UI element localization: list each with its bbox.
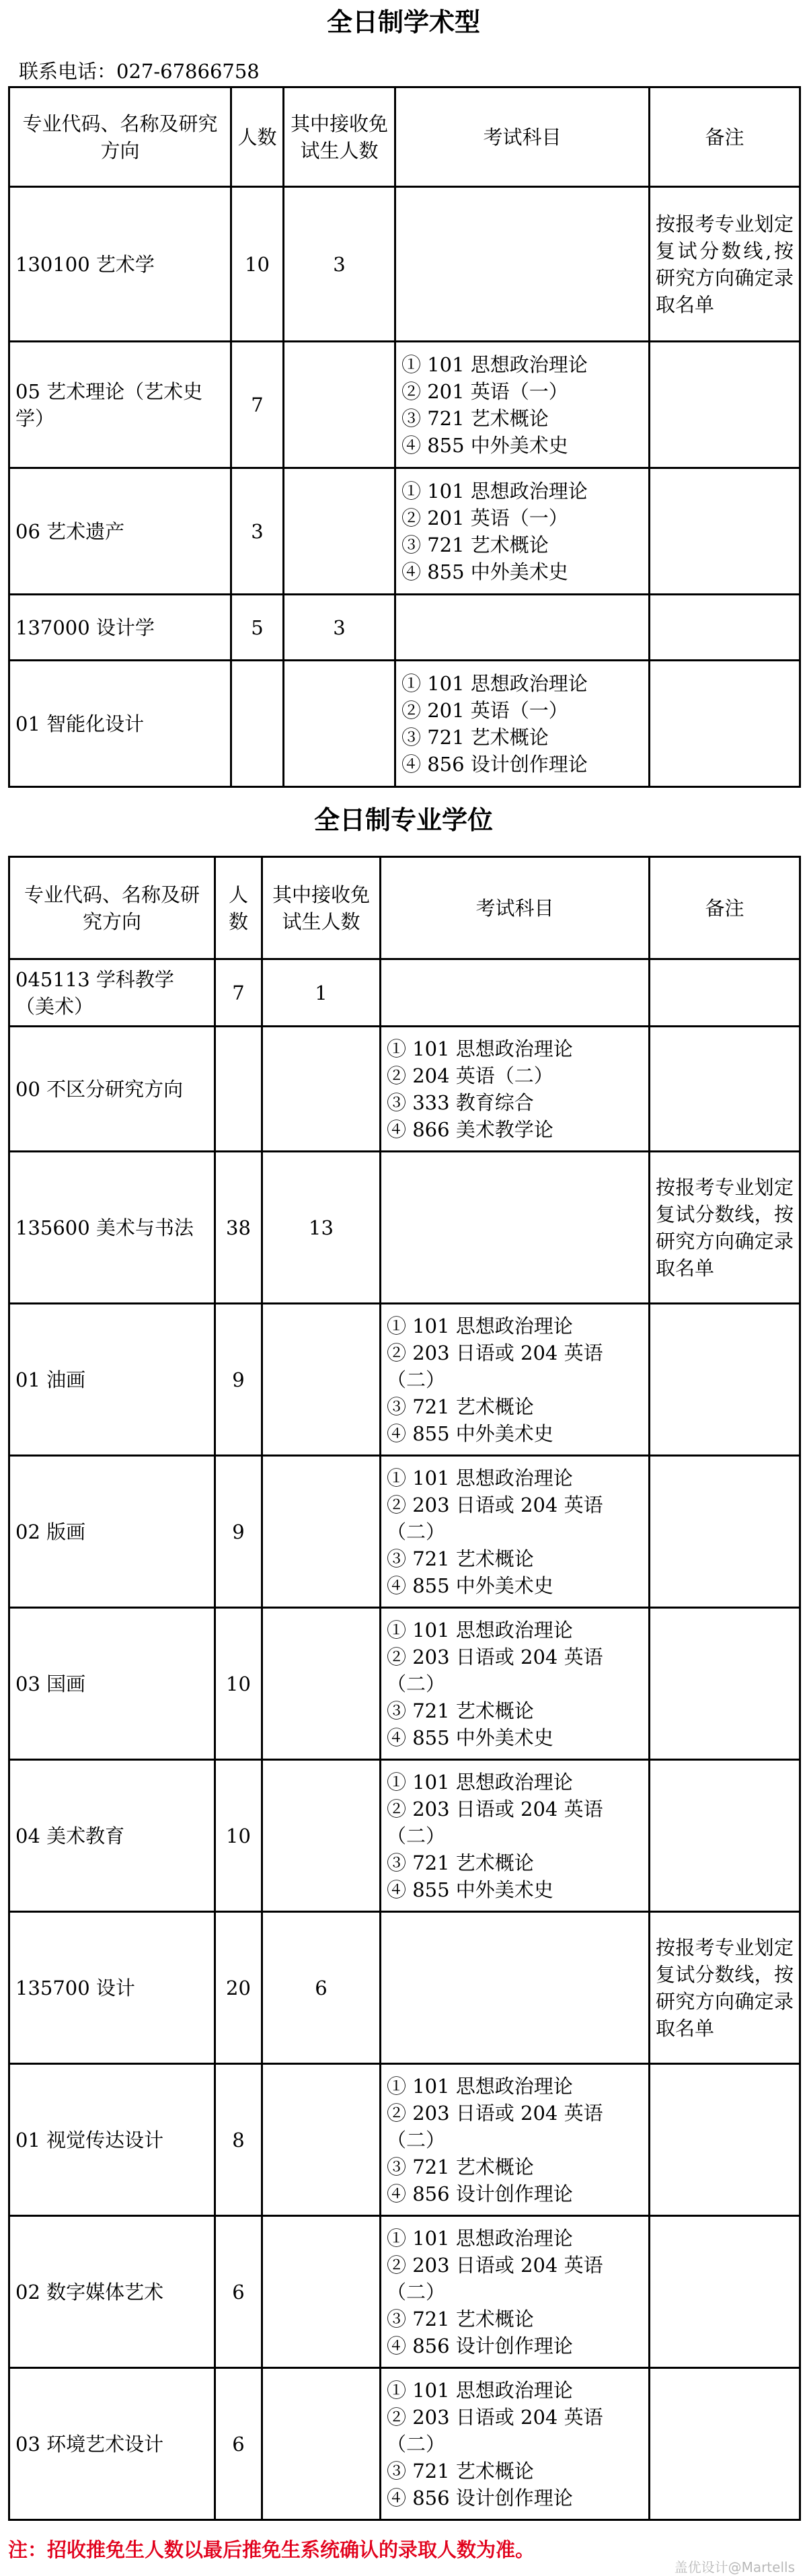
table-row xyxy=(9,342,800,468)
cell-exempt-count xyxy=(284,661,395,787)
cell-major-name: 137000 设计学 xyxy=(9,595,231,661)
cell-count: 10 xyxy=(215,1608,262,1760)
cell-exempt-count xyxy=(262,2216,381,2368)
table-academic xyxy=(8,86,801,788)
exam-subject-item: ② 203 日语或 204 英语（二） xyxy=(387,2101,603,2151)
cell-major-name: 03 国画 xyxy=(9,1608,215,1760)
exam-subject-item: ① 101 思想政治理论 xyxy=(387,1314,573,1337)
exam-subject-item: ③ 721 艺术概论 xyxy=(387,2307,534,2330)
table-row xyxy=(9,959,800,1027)
cell-count: 38 xyxy=(215,1152,262,1304)
cell-exempt-count xyxy=(262,2368,381,2520)
table-row xyxy=(9,595,800,661)
cell-major-name: 01 智能化设计 xyxy=(9,661,231,787)
exam-subject-item: ④ 855 中外美术史 xyxy=(387,1574,553,1597)
footnote: 注：招收推免生人数以最后推免生系统确认的录取人数为准。 xyxy=(8,2538,535,2561)
exam-subject-item: ① 101 思想政治理论 xyxy=(387,1618,573,1642)
cell-remark xyxy=(650,468,800,595)
exam-subject-item: ② 203 日语或 204 英语（二） xyxy=(387,1645,603,1695)
cell-count: 7 xyxy=(215,959,262,1027)
cell-exempt-count xyxy=(262,1608,381,1760)
cell-major-name: 02 数字媒体艺术 xyxy=(9,2216,215,2368)
table-row xyxy=(9,1608,800,1760)
cell-major-name: 135700 设计 xyxy=(9,1912,215,2064)
header-exempt: 其中接收免试生人数 xyxy=(284,87,395,187)
cell-count: 5 xyxy=(231,595,284,661)
cell-exam-subjects xyxy=(395,661,650,787)
cell-major-name: 045113 学科教学（美术） xyxy=(9,959,215,1027)
cell-exam-subjects xyxy=(381,1456,650,1608)
cell-major-name: 01 油画 xyxy=(9,1304,215,1456)
exam-subject-item: ② 201 英语（一） xyxy=(401,698,568,722)
cell-remark xyxy=(650,2216,800,2368)
exam-subject-item: ① 101 思想政治理论 xyxy=(387,2074,573,2098)
header-count: 人数 xyxy=(231,87,284,187)
cell-remark xyxy=(650,959,800,1027)
cell-major-name: 01 视觉传达设计 xyxy=(9,2064,215,2216)
exam-subject-item: ④ 866 美术教学论 xyxy=(387,1117,553,1141)
exam-subject-item: ③ 721 艺术概论 xyxy=(401,406,549,430)
table-row xyxy=(9,1152,800,1304)
cell-remark xyxy=(650,595,800,661)
cell-exam-subjects xyxy=(381,1608,650,1760)
header-major: 专业代码、名称及研究方向 xyxy=(9,857,215,959)
cell-count: 9 xyxy=(215,1456,262,1608)
table-row xyxy=(9,2216,800,2368)
cell-remark xyxy=(650,1760,800,1912)
exam-subject-item: ④ 856 设计创作理论 xyxy=(387,2486,573,2509)
cell-major-name: 135600 美术与书法 xyxy=(9,1152,215,1304)
cell-remark xyxy=(650,1304,800,1456)
cell-major-name: 05 艺术理论（艺术史学） xyxy=(9,342,231,468)
cell-exam-subjects xyxy=(381,1027,650,1152)
cell-major-name: 02 版画 xyxy=(9,1456,215,1608)
exam-subject-item: ① 101 思想政治理论 xyxy=(387,1466,573,1489)
exam-subject-item: ④ 856 设计创作理论 xyxy=(387,2334,573,2357)
cell-major-name: 00 不区分研究方向 xyxy=(9,1027,215,1152)
exam-subject-item: ① 101 思想政治理论 xyxy=(387,1770,573,1794)
cell-count: 10 xyxy=(215,1760,262,1912)
cell-exam-subjects xyxy=(395,342,650,468)
exam-subject-item: ④ 855 中外美术史 xyxy=(387,1878,553,1901)
table-row xyxy=(9,1027,800,1152)
exam-subject-item: ④ 855 中外美术史 xyxy=(387,1726,553,1749)
table-row xyxy=(9,1304,800,1456)
header-subjects: 考试科目 xyxy=(395,87,650,187)
exam-subject-item: ② 203 日语或 204 英语（二） xyxy=(387,2405,603,2456)
header-subjects: 考试科目 xyxy=(381,857,650,959)
cell-exempt-count: 1 xyxy=(262,959,381,1027)
exam-subject-item: ④ 855 中外美术史 xyxy=(387,1422,553,1445)
cell-count: 6 xyxy=(215,2368,262,2520)
cell-exam-subjects xyxy=(381,959,650,1027)
table-header-row xyxy=(9,857,800,959)
cell-count: 20 xyxy=(215,1912,262,2064)
cell-exam-subjects xyxy=(395,595,650,661)
cell-remark xyxy=(650,2368,800,2520)
header-count: 人数 xyxy=(215,857,262,959)
cell-exam-subjects xyxy=(381,2368,650,2520)
table-row xyxy=(9,1760,800,1912)
cell-major-name: 130100 艺术学 xyxy=(9,187,231,342)
cell-exam-subjects xyxy=(381,1304,650,1456)
header-exempt: 其中接收免试生人数 xyxy=(262,857,381,959)
cell-exempt-count xyxy=(284,468,395,595)
cell-count xyxy=(215,1027,262,1152)
exam-subject-item: ① 101 思想政治理论 xyxy=(401,353,588,376)
cell-count: 8 xyxy=(215,2064,262,2216)
exam-subject-item: ③ 721 艺术概论 xyxy=(387,1851,534,1874)
cell-exam-subjects xyxy=(381,2064,650,2216)
exam-subject-item: ③ 721 艺术概论 xyxy=(387,1699,534,1722)
cell-remark: 按报考专业划定复试分数线,按研究方向确定录取名单 xyxy=(650,187,800,342)
cell-exempt-count xyxy=(262,1760,381,1912)
cell-count: 10 xyxy=(231,187,284,342)
exam-subject-item: ② 203 日语或 204 英语（二） xyxy=(387,1341,603,1391)
table-row xyxy=(9,1456,800,1608)
exam-subject-item: ④ 856 设计创作理论 xyxy=(387,2182,573,2205)
exam-subject-item: ② 201 英语（一） xyxy=(401,379,568,403)
cell-exempt-count xyxy=(284,342,395,468)
exam-subject-item: ③ 721 艺术概论 xyxy=(401,725,549,749)
exam-subject-item: ② 203 日语或 204 英语（二） xyxy=(387,1797,603,1847)
exam-subject-item: ④ 855 中外美术史 xyxy=(401,433,568,457)
cell-major-name: 04 美术教育 xyxy=(9,1760,215,1912)
cell-count: 7 xyxy=(231,342,284,468)
cell-major-name: 03 环境艺术设计 xyxy=(9,2368,215,2520)
cell-exempt-count xyxy=(262,2064,381,2216)
table-row xyxy=(9,661,800,787)
exam-subject-item: ① 101 思想政治理论 xyxy=(387,2378,573,2402)
section1-title: 全日制学术型 xyxy=(326,7,480,37)
cell-exempt-count xyxy=(262,1304,381,1456)
cell-major-name: 06 艺术遗产 xyxy=(9,468,231,595)
cell-remark xyxy=(650,1456,800,1608)
exam-subject-item: ② 203 日语或 204 英语（二） xyxy=(387,1493,603,1543)
table-header-row xyxy=(9,87,800,187)
cell-remark xyxy=(650,342,800,468)
exam-subject-item: ③ 721 艺术概论 xyxy=(401,533,549,556)
cell-remark xyxy=(650,1027,800,1152)
cell-remark: 按报考专业划定复试分数线，按研究方向确定录取名单 xyxy=(650,1912,800,2064)
cell-exam-subjects xyxy=(395,468,650,595)
cell-exam-subjects xyxy=(395,187,650,342)
exam-subject-item: ① 101 思想政治理论 xyxy=(387,2226,573,2250)
cell-exempt-count: 13 xyxy=(262,1152,381,1304)
table-row xyxy=(9,2064,800,2216)
cell-count xyxy=(231,661,284,787)
cell-exam-subjects xyxy=(381,1152,650,1304)
cell-exam-subjects xyxy=(381,1912,650,2064)
cell-exam-subjects xyxy=(381,2216,650,2368)
exam-subject-item: ③ 721 艺术概论 xyxy=(387,1547,534,1570)
cell-count: 6 xyxy=(215,2216,262,2368)
exam-subject-item: ② 204 英语（二） xyxy=(387,1064,553,1087)
table-row xyxy=(9,468,800,595)
table-row xyxy=(9,1912,800,2064)
cell-remark xyxy=(650,1608,800,1760)
cell-exam-subjects xyxy=(381,1760,650,1912)
cell-count: 9 xyxy=(215,1304,262,1456)
header-major: 专业代码、名称及研究方向 xyxy=(9,87,231,187)
exam-subject-item: ① 101 思想政治理论 xyxy=(387,1037,573,1060)
exam-subject-item: ④ 855 中外美术史 xyxy=(401,560,568,583)
cell-count: 3 xyxy=(231,468,284,595)
exam-subject-item: ③ 721 艺术概论 xyxy=(387,2459,534,2482)
contact-phone: 联系电话：027-67866758 xyxy=(19,60,260,83)
exam-subject-item: ① 101 思想政治理论 xyxy=(401,479,588,503)
cell-remark: 按报考专业划定复试分数线，按研究方向确定录取名单 xyxy=(650,1152,800,1304)
exam-subject-item: ③ 721 艺术概论 xyxy=(387,2155,534,2178)
cell-exempt-count xyxy=(262,1456,381,1608)
exam-subject-item: ① 101 思想政治理论 xyxy=(401,671,588,695)
exam-subject-item: ③ 333 教育综合 xyxy=(387,1091,534,1114)
cell-exempt-count: 3 xyxy=(284,187,395,342)
header-remark: 备注 xyxy=(650,87,800,187)
header-remark: 备注 xyxy=(650,857,800,959)
cell-remark xyxy=(650,2064,800,2216)
cell-exempt-count: 6 xyxy=(262,1912,381,2064)
table-row xyxy=(9,2368,800,2520)
table-row xyxy=(9,187,800,342)
exam-subject-item: ③ 721 艺术概论 xyxy=(387,1395,534,1418)
cell-remark xyxy=(650,661,800,787)
exam-subject-item: ② 201 英语（一） xyxy=(401,506,568,529)
table-professional xyxy=(8,856,801,2521)
section2-title: 全日制专业学位 xyxy=(313,805,493,835)
cell-exempt-count xyxy=(262,1027,381,1152)
cell-exempt-count: 3 xyxy=(284,595,395,661)
exam-subject-item: ② 203 日语或 204 英语（二） xyxy=(387,2253,603,2304)
exam-subject-item: ④ 856 设计创作理论 xyxy=(401,752,588,776)
watermark: 盖优设计@Martells xyxy=(674,2559,795,2575)
